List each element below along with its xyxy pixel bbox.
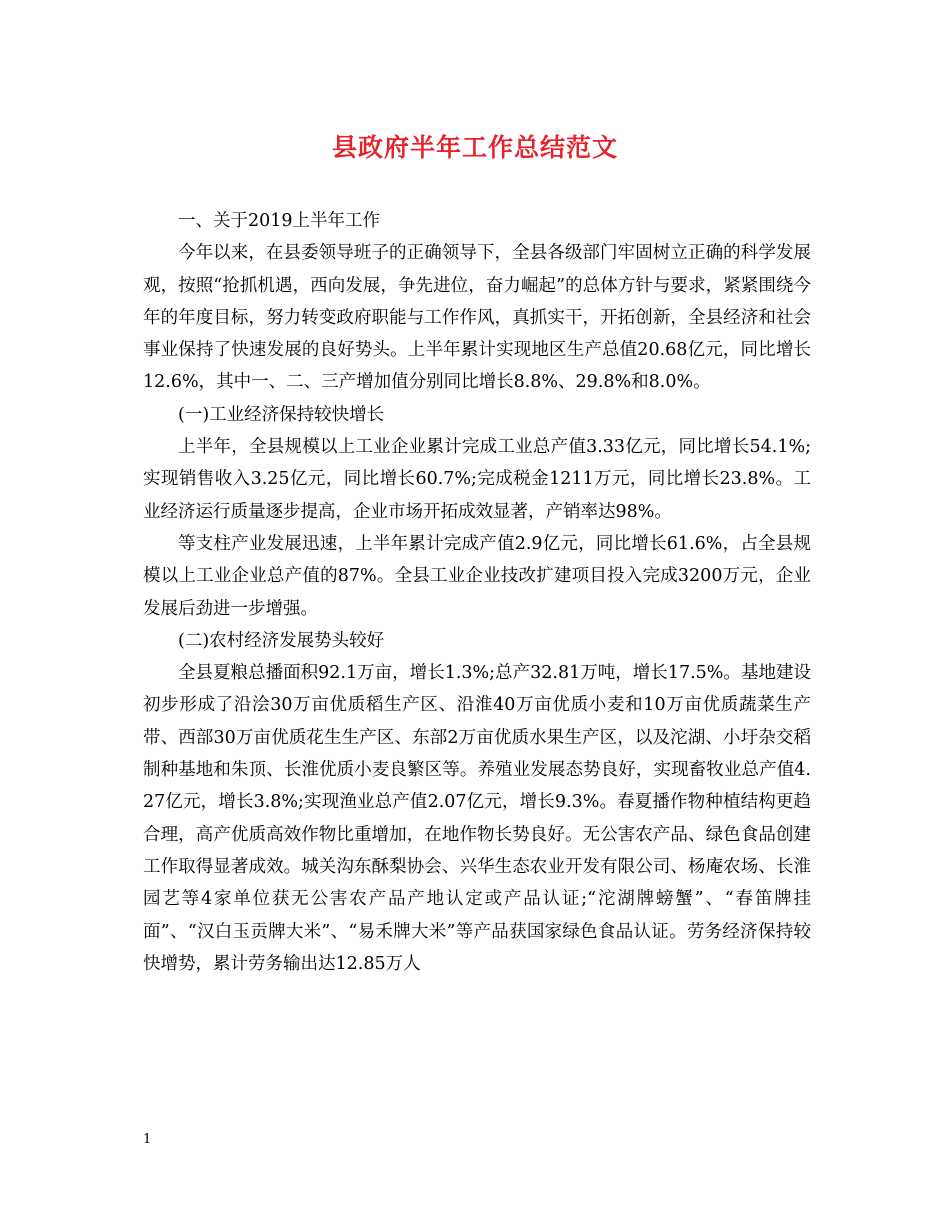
document-body bbox=[143, 205, 811, 980]
section-heading: (二)农村经济发展势头较好 bbox=[178, 630, 385, 651]
document-title: 县政府半年工作总结范文 bbox=[331, 133, 618, 162]
page-number: 1 bbox=[143, 1132, 152, 1147]
body-paragraph: 今年以来，在县委领导班子的正确领导下，全县各级部门牢固树立正确的科学发展观，按照“抢抓机遇，西向发展，争先进位，奋力崛起”的总体方针与要求，紧紧围绕今年的年度目标，努力转变政府职能与工作作风，真抓实干，开拓创新，全县经济和社会事业保持了快速发展的良好势头。上半年累计实现地区生产总值20.68亿元，同比增长12.6%，其中一、二、三产增加值分别同比增长8.8%、29.8%和8.0%。 bbox=[143, 243, 811, 393]
section-heading: (一)工业经济保持较快增长 bbox=[178, 404, 385, 425]
section-heading: 一、关于2019上半年工作 bbox=[178, 211, 381, 231]
body-paragraph: 全县夏粮总播面积92.1万亩，增长1.3%;总产32.81万吨，增长17.5%。基地建设初步形成了沿浍30万亩优质稻生产区、沿淮40万亩优质小麦和10万亩优质蔬菜生产带、西部30万亩优质花生生产区、东部2万亩优质水果生产区，以及沱湖、小圩杂交稻制种基地和朱顶、长淮优质小麦良繁区等。养殖业发展态势良好，实现畜牧业总产值4.27亿元，增长3.8%;实现渔业总产值2.07亿元，增长9.3%。春夏播作物种植结构更趋合理，高产优质高效作物比重增加，在地作物长势良好。无公害农产品、绿色食品创建工作取得显著成效。城关沟东酥梨协会、兴华生态农业开发有限公司、杨庵农场、长淮园艺等4家单位获无公害农产品产地认定或产品认证;“沱湖牌螃蟹”、“春笛牌挂面”、“汉白玉贡牌大米”、“易禾牌大米”等产品获国家绿色食品认证。劳务经济保持较快增势，累计劳务输出达12.85万人 bbox=[143, 663, 811, 974]
body-paragraph: 等支柱产业发展迅速，上半年累计完成产值2.9亿元，同比增长61.6%，占全县规模以上工业企业总产值的87%。全县工业企业技改扩建项目投入完成3200万元，企业发展后劲进一步增强。 bbox=[143, 533, 811, 619]
body-paragraph: 上半年，全县规模以上工业企业累计完成工业总产值3.33亿元，同比增长54.1%;实现销售收入3.25亿元，同比增长60.7%;完成税金1211万元，同比增长23.8%。工业经济运行质量逐步提高，企业市场开拓成效显著，产销率达98%。 bbox=[143, 437, 811, 522]
